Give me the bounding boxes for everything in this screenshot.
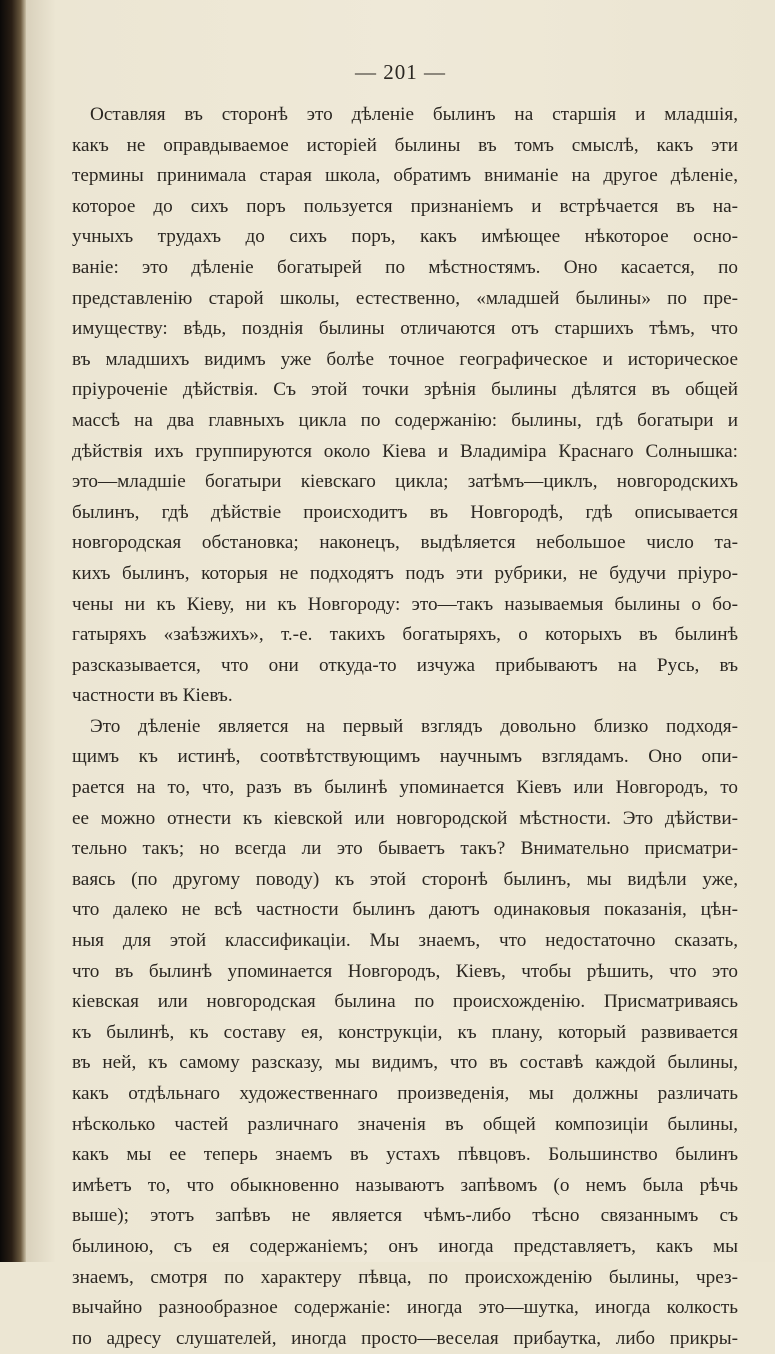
text-line: учныхъ трудахъ до сихъ поръ, какъ имѣющее нѣкоторое осно- bbox=[72, 226, 738, 248]
text-line: которое до сихъ поръ пользуется признаніемъ и встрѣчается въ на- bbox=[72, 195, 738, 217]
text-line: по адресу слушателей, иногда просто—веселая прибаутка, либо прикры- bbox=[72, 1327, 738, 1349]
text-line: пріуроченіе дѣйствія. Съ этой точки зрѣнія былины дѣлятся въ общей bbox=[72, 379, 738, 401]
text-line: гатыряхъ «заѣзжихъ», т.-е. такихъ богатыряхъ, о которыхъ въ былинѣ bbox=[72, 624, 738, 646]
book-spine-shadow bbox=[0, 0, 26, 1262]
text-line: какъ не оправдываемое исторіей былины въ томъ смыслѣ, какъ эти bbox=[72, 134, 738, 156]
text-line: ваясь (по другому поводу) къ этой сторонѣ былинъ, мы видѣли уже, bbox=[72, 868, 738, 890]
text-line: Оставляя въ сторонѣ это дѣленіе былинъ на старшія и младшія, bbox=[90, 104, 738, 125]
text-line: въ ней, къ самому разсказу, мы видимъ, что въ составѣ каждой былины, bbox=[72, 1052, 738, 1074]
text-line: былинъ, гдѣ дѣйствіе происходитъ въ Новгородѣ, гдѣ описывается bbox=[72, 501, 738, 523]
text-line: щимъ къ истинѣ, соотвѣтствующимъ научнымъ взглядамъ. Оно опи- bbox=[72, 746, 738, 768]
text-line: вычайно разнообразное содержаніе: иногда это—шутка, иногда колкость bbox=[72, 1297, 738, 1319]
text-line: имѣетъ то, что обыкновенно называютъ запѣвомъ (о немъ была рѣчь bbox=[72, 1174, 738, 1196]
body-text bbox=[72, 100, 738, 1354]
text-line: былиною, съ ея содержаніемъ; онъ иногда представляетъ, какъ мы bbox=[72, 1235, 738, 1257]
text-line: знаемъ, смотря по характеру пѣвца, по происхожденію былины, чрез- bbox=[72, 1266, 738, 1288]
text-line: рается на то, что, разъ въ былинѣ упоминается Кіевъ или Новгородъ, то bbox=[72, 777, 738, 799]
text-line: Это дѣленіе является на первый взглядъ довольно близко подходя- bbox=[90, 715, 738, 737]
text-line: что въ былинѣ упоминается Новгородъ, Кіевъ, чтобы рѣшить, что это bbox=[72, 960, 738, 982]
text-line: ныя для этой классификаціи. Мы знаемъ, что недостаточно сказать, bbox=[72, 930, 738, 952]
text-line: тельно такъ; но всегда ли это бываетъ такъ? Внимательно присматри- bbox=[72, 838, 738, 860]
text-line: ее можно отнести къ кіевской или новгородской мѣстности. Это дѣйстви- bbox=[72, 807, 738, 829]
text-line: къ былинѣ, къ составу ея, конструкціи, къ плану, который развивается bbox=[72, 1021, 738, 1043]
text-line: какъ отдѣльнаго художественнаго произведенія, мы должны различать bbox=[72, 1083, 738, 1104]
text-line: какъ мы ее теперь знаемъ въ устахъ пѣвцовъ. Большинство былинъ bbox=[72, 1144, 738, 1166]
text-line: нѣсколько частей различнаго значенія въ общей композиціи былины, bbox=[72, 1113, 738, 1135]
text-line: въ младшихъ видимъ уже болѣе точное географическое и историческое bbox=[72, 348, 738, 370]
text-line: разсказывается, что они откуда-то изчужа прибываютъ на Русь, въ bbox=[72, 654, 738, 676]
text-line: представленію старой школы, естественно, «младшей былины» по пре- bbox=[72, 287, 738, 309]
text-line: имуществу: вѣдь, позднія былины отличаются отъ старшихъ тѣмъ, что bbox=[72, 318, 738, 340]
text-line: кихъ былинъ, которыя не подходятъ подъ эти рубрики, не будучи пріуро- bbox=[72, 562, 738, 584]
text-line: выше); этотъ запѣвъ не является чѣмъ-либо тѣсно связаннымъ съ bbox=[72, 1205, 738, 1227]
book-page bbox=[26, 0, 775, 1349]
text-line: чены ни къ Кіеву, ни къ Новгороду: это—такъ называемыя былины о бо- bbox=[72, 593, 738, 615]
text-line: ваніе: это дѣленіе богатырей по мѣстностямъ. Оно касается, по bbox=[72, 256, 738, 278]
text-line: это—младшіе богатыри кіевскаго цикла; затѣмъ—циклъ, новгородскихъ bbox=[72, 471, 738, 493]
text-line: дѣйствія ихъ группируются около Кіева и Владиміра Краснаго Солнышка: bbox=[72, 440, 738, 462]
text-line: что далеко не всѣ частности былинъ даютъ одинаковыя показанія, цѣн- bbox=[72, 899, 738, 921]
text-line: термины принимала старая школа, обратимъ вниманіе на другое дѣленіе, bbox=[72, 165, 738, 187]
text-line: кіевская или новгородская былина по происхожденію. Присматриваясь bbox=[72, 991, 738, 1013]
text-line: частности въ Кіевъ. bbox=[72, 685, 233, 707]
page-number: — 201 — bbox=[355, 60, 446, 84]
text-line: массѣ на два главныхъ цикла по содержанію: былины, гдѣ богатыри и bbox=[72, 409, 738, 431]
text-line: новгородская обстановка; наконецъ, выдѣляется небольшое число та- bbox=[72, 532, 738, 554]
